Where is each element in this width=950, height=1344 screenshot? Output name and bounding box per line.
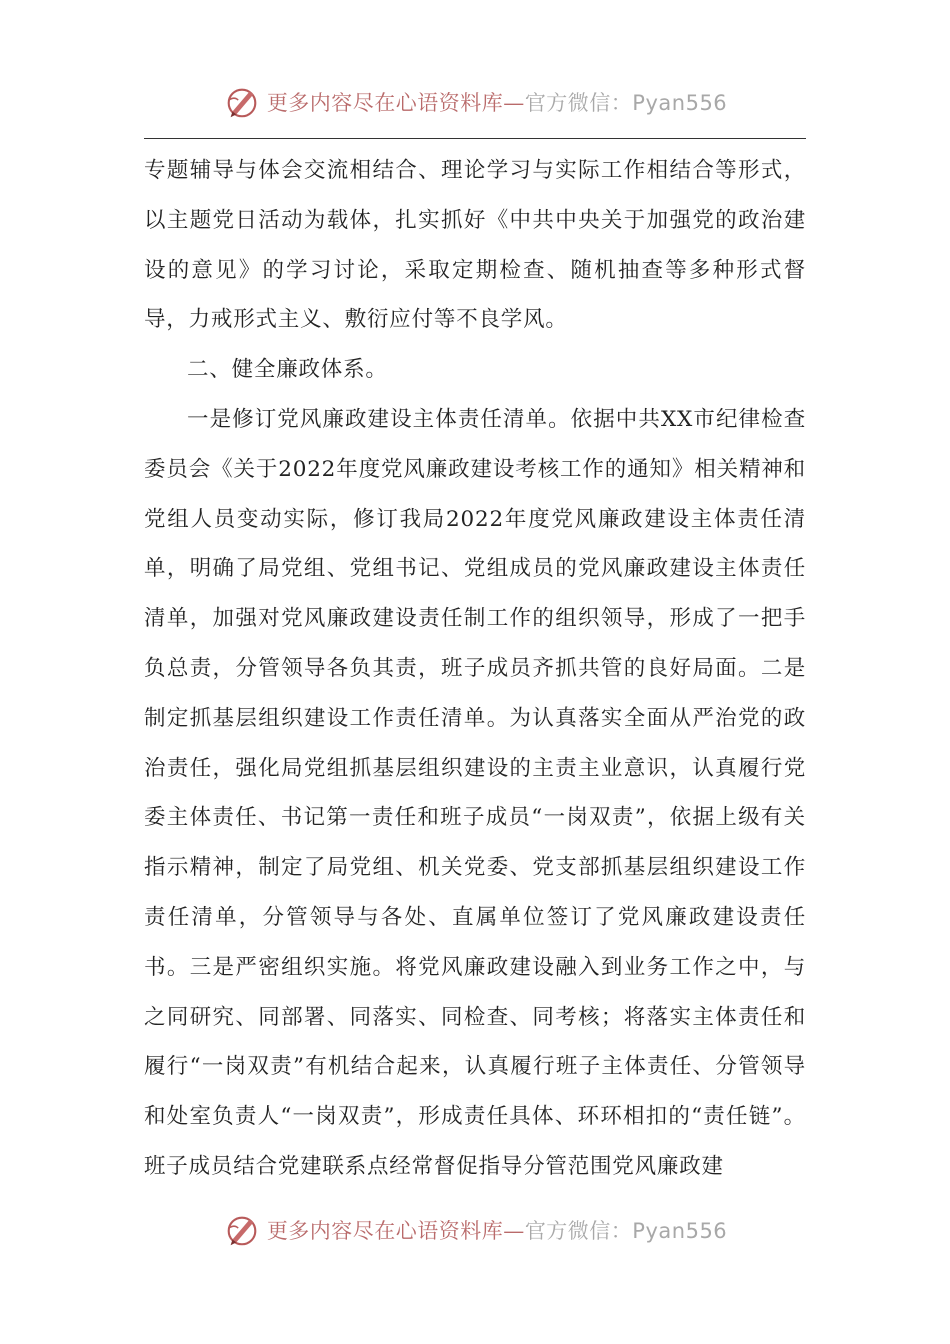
header-banner-text <box>267 87 727 117</box>
header-divider <box>144 138 806 139</box>
paragraph-2-heading: 二、健全廉政体系。 <box>187 357 388 383</box>
paragraph-1: 专题辅导与体会交流相结合、理论学习与实际工作相结合等形式，以主题党日活动为载体，扎实抓好《中共中央关于加强党的政治建设的意见》的学习讨论，采取定期检查、随机抽查等多种形式督导，力戒形式主义、敷衍应付等不良学风。 <box>144 158 806 333</box>
footer-banner-text <box>267 1215 727 1245</box>
document-body <box>144 146 806 1192</box>
paragraph-3: 一是修订党风廉政建设主体责任清单。依据中共XX市纪律检查委员会《关于2022年度党风廉政建设考核工作的通知》相关精神和党组人员变动实际，修订我局2022年度党风廉政建设主体责任清单，明确了局党组、党组书记、党组成员的党风廉政建设主体责任清单，加强对党风廉政建设责任制工作的组织领导，形成了一把手负总责，分管领导各负其责，班子成员齐抓共管的良好局面。二是制定抓基层组织建设工作责任清单。为认真落实全面从严治党的政治责任，强化局党组抓基层组织建设的主责主业意识，认真履行党委主体责任、书记第一责任和班子成员“一岗双责”，依据上级有关指示精神，制定了局党组、机关党委、党支部抓基层组织建设工作责任清单，分管领导与各处、直属单位签订了党风廉政建设责任书。三是严密组织实施。将党风廉政建设融入到业务工作之中，与之同研究、同部署、同落实、同检查、同考核；将落实主体责任和履行“一岗双责”有机结合起来，认真履行班子主体责任、分管领导和处室负责人“一岗双责”，形成责任具体、环环相扣的“责任链”。班子成员结合党建联系点经常督促指导分管范围党风廉政建 <box>144 406 806 1179</box>
footer-wechat: 官方微信：Pyan556 <box>524 1219 728 1243</box>
pen-logo-icon <box>223 1211 261 1249</box>
pen-logo-icon <box>223 83 261 121</box>
header-wechat: 官方微信：Pyan556 <box>524 91 728 115</box>
footer-site-name: 更多内容尽在心语资料库— <box>266 1219 525 1243</box>
footer-banner <box>0 1208 950 1252</box>
header-banner <box>0 80 950 124</box>
header-site-name: 更多内容尽在心语资料库— <box>266 91 525 115</box>
